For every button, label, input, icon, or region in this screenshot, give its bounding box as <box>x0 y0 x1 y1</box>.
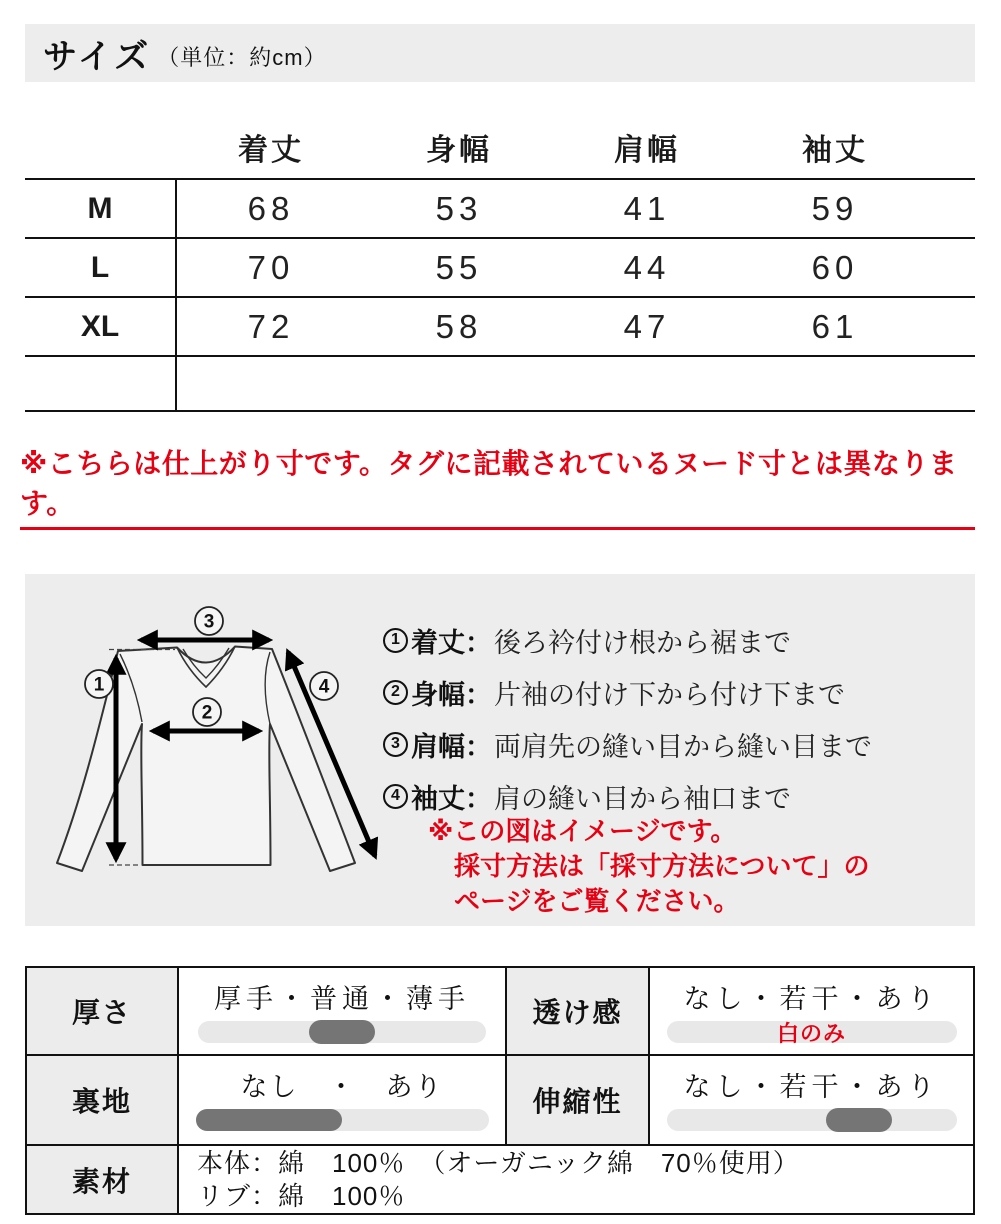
stretch-scale: なし・若干・あり <box>683 1072 940 1102</box>
legend-num-3: 3 <box>383 732 408 757</box>
table-row <box>25 296 975 355</box>
size-label: M <box>25 180 177 237</box>
cell-value: 47 <box>623 307 671 345</box>
cell-value: 61 <box>811 307 859 345</box>
measurement-legend <box>383 614 872 822</box>
material-line-2: リブ：綿 100％ <box>197 1180 406 1211</box>
spec-row-lining-stretch <box>27 1056 973 1146</box>
marker-4-circle <box>310 672 338 700</box>
legend-sep: ： <box>465 783 492 814</box>
measurement-diagram-panel <box>25 574 975 926</box>
spec-row-thickness-sheer <box>27 968 973 1056</box>
cell-value: 70 <box>247 248 295 286</box>
cell-value: 53 <box>435 189 483 227</box>
size-table <box>25 115 975 412</box>
legend-label: 肩幅 <box>411 731 465 762</box>
legend-label: 着丈 <box>411 627 465 658</box>
material-value-cell <box>179 1146 973 1213</box>
cell-value: 72 <box>247 307 295 345</box>
unit-label: （単位：約cm） <box>157 44 327 70</box>
disclaimer-line: ※この図はイメージです。 <box>428 816 737 846</box>
table-row <box>25 237 975 296</box>
shirt-measurement-illustration <box>25 574 385 926</box>
finished-size-note: ※こちらは仕上がり寸です。タグに記載されているヌード寸とは異なります。 <box>20 442 975 530</box>
table-row-empty <box>25 355 975 412</box>
legend-num-1: 1 <box>383 628 408 653</box>
marker-1-circle <box>85 670 113 698</box>
marker-3-circle <box>195 607 223 635</box>
legend-desc: 肩の縫い目から袖口まで <box>494 783 791 814</box>
disclaimer-line: 採寸方法は「採寸方法について」の <box>454 851 870 881</box>
sheer-slider <box>667 1020 957 1046</box>
stretch-header: 伸縮性 <box>507 1056 650 1144</box>
legend-num-2: 2 <box>383 680 408 705</box>
thickness-scale: 厚手・普通・薄手 <box>214 984 470 1014</box>
cell-value: 60 <box>811 248 859 286</box>
sheer-value-cell <box>650 968 973 1054</box>
size-label-empty <box>25 357 177 410</box>
thickness-slider <box>198 1021 486 1043</box>
cell-value: 44 <box>623 248 671 286</box>
size-label: XL <box>25 298 177 355</box>
cell-value: 68 <box>247 189 295 227</box>
marker-2-circle <box>193 698 221 726</box>
size-label: L <box>25 239 177 296</box>
cell-value: 41 <box>623 189 671 227</box>
legend-desc: 後ろ衿付け根から裾まで <box>494 627 791 658</box>
thickness-indicator <box>309 1020 375 1044</box>
material-line-1: 本体：綿 100％ （オーガニック綿 70％使用） <box>197 1147 800 1178</box>
fabric-spec-table <box>25 966 975 1215</box>
lining-indicator <box>196 1109 342 1131</box>
thickness-header: 厚さ <box>27 968 179 1054</box>
thickness-value-cell <box>179 968 507 1054</box>
material-header: 素材 <box>27 1146 179 1213</box>
legend-desc: 両肩先の縫い目から縫い目まで <box>494 731 872 762</box>
col-header-length: 着丈 <box>238 133 304 167</box>
disclaimer-line: ページをご覧ください。 <box>454 886 740 916</box>
lining-scale: なし ・ あり <box>240 1072 444 1102</box>
legend-desc: 片袖の付け下から付け下まで <box>494 679 845 710</box>
table-row <box>25 178 975 237</box>
stretch-indicator <box>826 1108 892 1132</box>
legend-sep: ： <box>465 627 492 658</box>
size-col-spacer <box>25 115 177 178</box>
cell-value: 55 <box>435 248 483 286</box>
legend-item-width <box>383 666 872 718</box>
page-content <box>20 24 975 1215</box>
svg-text:1: 1 <box>93 674 105 696</box>
stretch-value-cell <box>650 1056 973 1144</box>
svg-text:4: 4 <box>318 676 330 698</box>
legend-label: 袖丈 <box>411 783 465 814</box>
cell-value: 58 <box>435 307 483 345</box>
lining-value-cell <box>179 1056 507 1144</box>
sheer-header: 透け感 <box>507 968 650 1054</box>
svg-text:2: 2 <box>201 702 213 724</box>
legend-sep: ： <box>465 731 492 762</box>
stretch-slider <box>667 1109 957 1131</box>
diagram-disclaimer <box>428 814 869 919</box>
svg-text:3: 3 <box>203 611 215 633</box>
legend-label: 身幅 <box>411 679 465 710</box>
legend-item-shoulder <box>383 718 872 770</box>
col-header-shoulder: 肩幅 <box>614 133 680 167</box>
lining-header: 裏地 <box>27 1056 179 1144</box>
sheer-scale: なし・若干・あり <box>683 984 940 1014</box>
legend-sep: ： <box>465 679 492 710</box>
legend-item-length <box>383 614 872 666</box>
legend-num-4: 4 <box>383 784 408 809</box>
col-header-width: 身幅 <box>426 133 492 167</box>
col-header-sleeve: 袖丈 <box>802 133 868 167</box>
size-section-header <box>25 24 975 82</box>
page-title: サイズ <box>43 37 152 76</box>
size-table-header-row <box>25 115 975 178</box>
lining-slider <box>196 1109 489 1131</box>
sheer-note: 白のみ <box>776 1020 846 1046</box>
spec-row-material <box>27 1146 973 1213</box>
cell-value: 59 <box>811 189 859 227</box>
